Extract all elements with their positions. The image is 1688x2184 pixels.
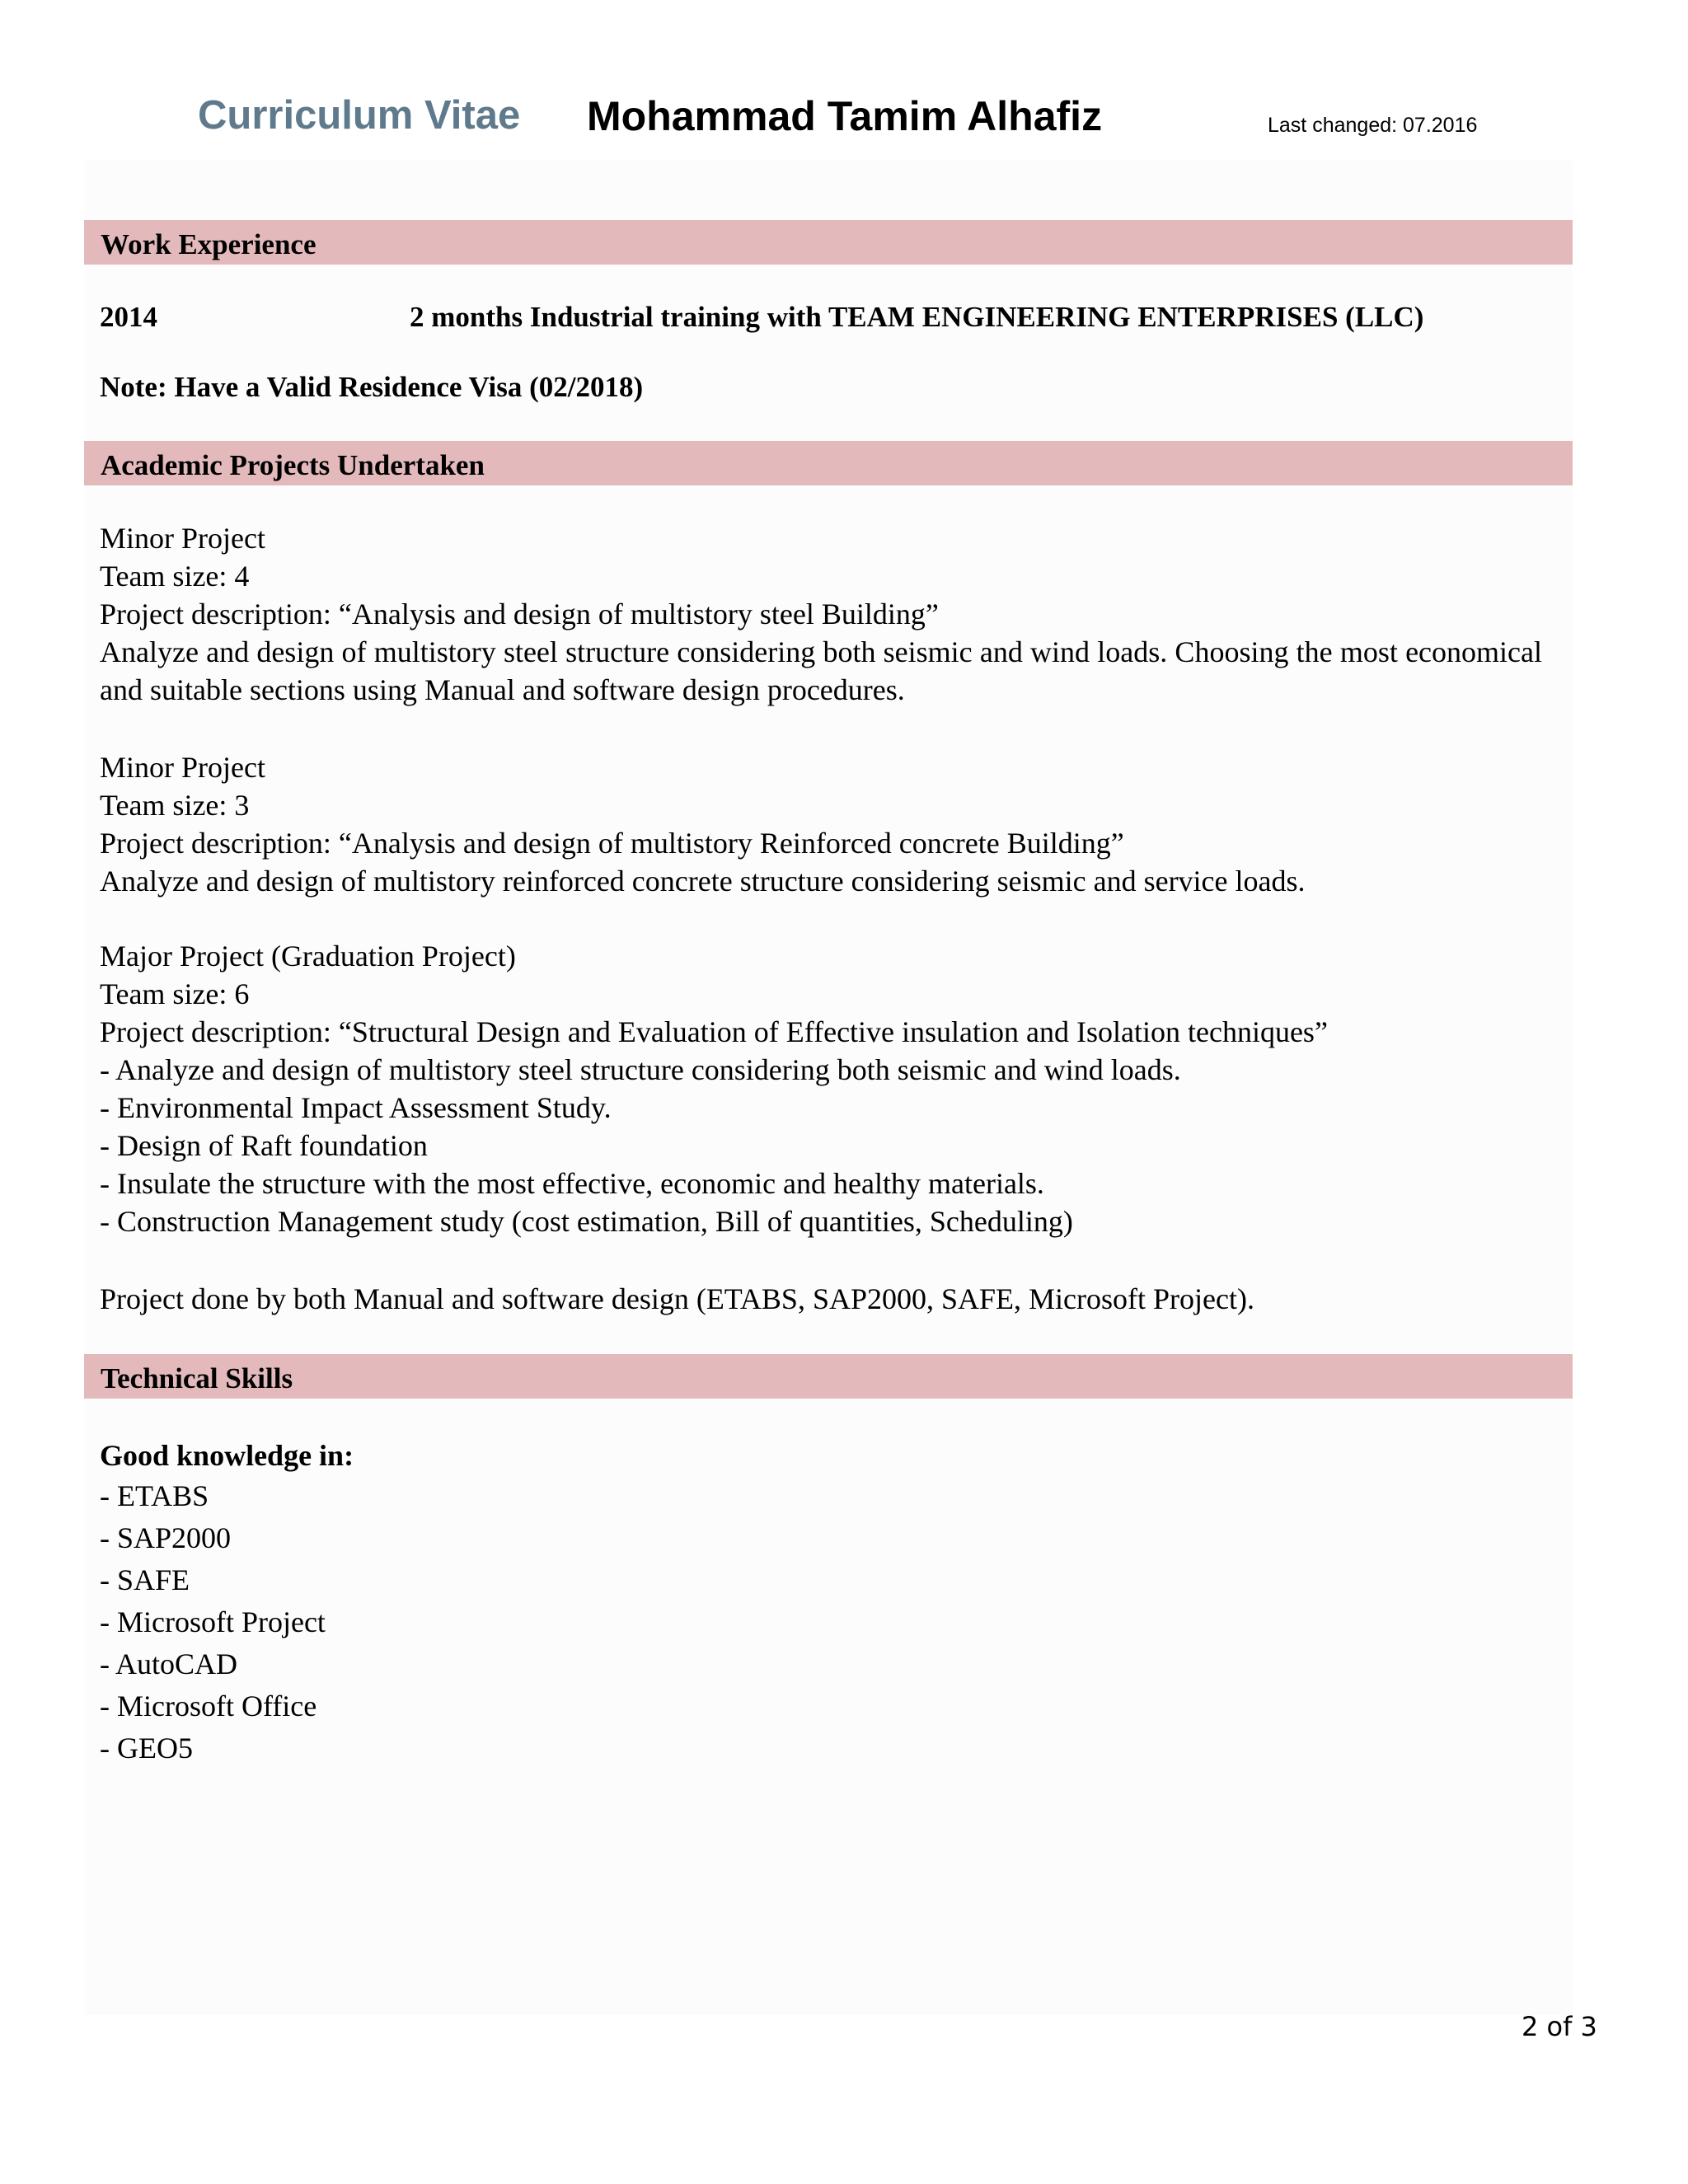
skills-heading: Good knowledge in: — [100, 1439, 354, 1472]
skills-list — [100, 1436, 354, 1769]
project-bullet: - Design of Raft foundation — [100, 1129, 428, 1162]
project-description: Project description: “Structural Design and Evaluation of Effective insulation and Isolation techniques” — [100, 1015, 1328, 1048]
project-description: Project description: “Analysis and design of multistory steel Building” — [100, 598, 939, 630]
section-header-technical-skills — [84, 1354, 1573, 1399]
section-title: Academic Projects Undertaken — [101, 449, 485, 481]
last-changed-date: Last changed: 07.2016 — [1268, 114, 1478, 137]
project-type: Major Project (Graduation Project) — [100, 940, 516, 972]
project-description: Project description: “Analysis and design of multistory Reinforced concrete Building” — [100, 827, 1124, 860]
section-header-work-experience — [84, 220, 1573, 265]
project-details: Analyze and design of multistory reinforced concrete structure considering seismic and service loads. — [100, 865, 1306, 898]
section-title: Work Experience — [101, 228, 316, 260]
section-header-academic-projects — [84, 441, 1573, 485]
skill-item: - GEO5 — [100, 1732, 193, 1765]
page-number: 2 of 3 — [1522, 2011, 1597, 2042]
projects-summary-text: Project done by both Manual and software design (ETABS, SAP2000, SAFE, Microsoft Project). — [100, 1282, 1254, 1315]
team-size: Team size: 4 — [100, 560, 250, 593]
work-entry-year: 2014 — [100, 301, 157, 333]
project-major-graduation — [100, 937, 1542, 1240]
project-type: Minor Project — [100, 522, 265, 555]
project-bullet: - Environmental Impact Assessment Study. — [100, 1091, 612, 1124]
team-size: Team size: 3 — [100, 789, 250, 822]
skill-item: - AutoCAD — [100, 1647, 238, 1680]
skill-item: - SAFE — [100, 1563, 190, 1596]
document-title: Curriculum Vitae — [198, 93, 521, 138]
skill-item: - Microsoft Office — [100, 1690, 317, 1722]
project-details: Analyze and design of multistory steel structure considering both seismic and wind loads. Choosing the most economical and suitable sections using Manual and software design procedures. — [100, 635, 1542, 706]
project-bullet: - Analyze and design of multistory steel structure considering both seismic and wind loads. — [100, 1053, 1181, 1086]
work-entry-description: 2 months Industrial training with TEAM ENGINEERING ENTERPRISES (LLC) — [410, 301, 1424, 333]
project-bullet: - Construction Management study (cost estimation, Bill of quantities, Scheduling) — [100, 1205, 1073, 1238]
projects-summary — [100, 1280, 1542, 1318]
residence-visa-note: Note: Have a Valid Residence Visa (02/2018) — [100, 371, 644, 403]
skill-item: - SAP2000 — [100, 1521, 232, 1554]
section-title: Technical Skills — [101, 1362, 293, 1394]
project-minor-concrete — [100, 748, 1542, 900]
project-type: Minor Project — [100, 751, 265, 784]
team-size: Team size: 6 — [100, 977, 250, 1010]
skill-item: - Microsoft Project — [100, 1605, 326, 1638]
project-bullet: - Insulate the structure with the most effective, economic and healthy materials. — [100, 1167, 1044, 1200]
skill-item: - ETABS — [100, 1479, 209, 1512]
project-minor-steel — [100, 519, 1542, 709]
page-header — [0, 92, 1688, 150]
person-name: Mohammad Tamim Alhafiz — [587, 93, 1103, 139]
